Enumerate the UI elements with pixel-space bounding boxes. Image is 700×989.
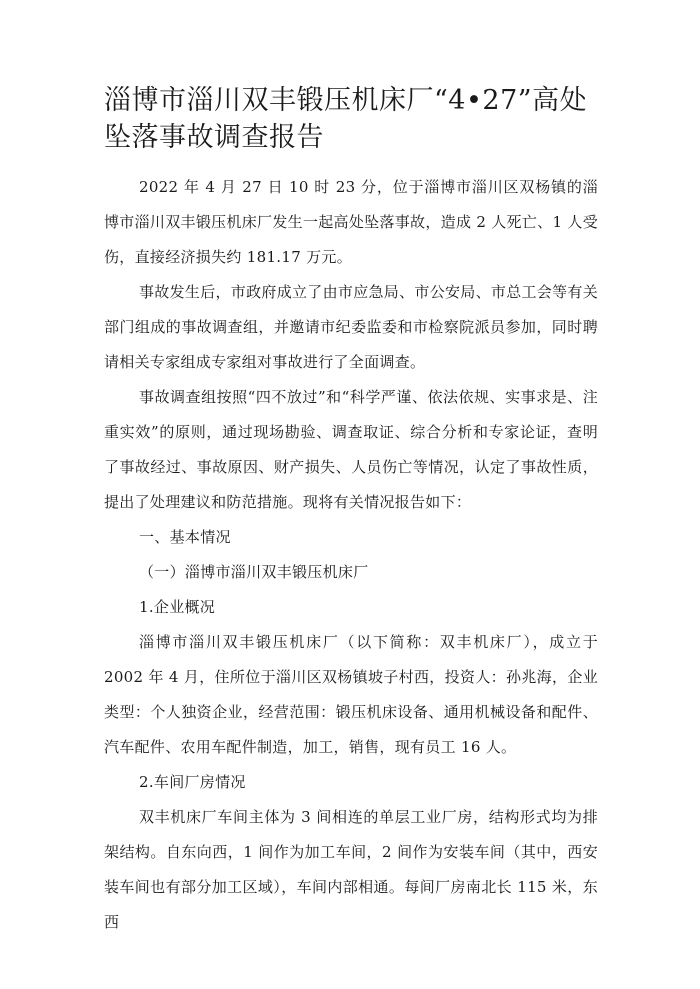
paragraph-investigation-principles: 事故调查组按照“四不放过”和“科学严谨、依法依规、实事求是、注重实效”的原则，通过现场勘验、调查取证、综合分析和专家论证，查明了事故经过、事故原因、财产损失、人员伤亡等情况，认定了事故性质，提出了处理建议和防范措施。现将有关情况报告如下： [104,388,598,511]
heading-company-overview: 1.企业概况 [139,598,216,616]
heading-company-name: （一）淄博市淄川双丰锻压机床厂 [139,563,369,581]
paragraph-accident-summary: 2022 年 4 月 27 日 10 时 23 分，位于淄博市淄川区双杨镇的淄博市淄川双丰锻压机床厂发生一起高处坠落事故，造成 2 人死亡、1 人受伤，直接经济损失约 181.17 万元。 [104,178,598,266]
heading-basic-situation: 一、基本情况 [139,528,231,546]
paragraph-investigation-team: 事故发生后，市政府成立了由市应急局、市公安局、市总工会等有关部门组成的事故调查组，并邀请市纪委监委和市检察院派员参加，同时聘请相关专家组成专家组对事故进行了全面调查。 [104,283,599,371]
paragraph-workshop-situation: 双丰机床厂车间主体为 3 间相连的单层工业厂房，结构形式均为排架结构。自东向西，1 间作为加工车间，2 间作为安装车间（其中，西安装车间也有部分加工区域），车间内部相通。每间厂房南北长 115 米，东西 [104,808,598,931]
paragraph-company-overview: 淄博市淄川双丰锻压机床厂（以下简称：双丰机床厂），成立于 2002 年 4 月，住所位于淄川区双杨镇坡子村西，投资人：孙兆海，企业类型：个人独资企业，经营范围：锻压机床设备、通用机械设备和配件、汽车配件、农用车配件制造，加工，销售，现有员工 16 人。 [104,633,598,756]
document-title: 淄博市淄川双丰锻压机床厂“4•27”高处坠落事故调查报告 [104,85,588,153]
heading-workshop-situation: 2.车间厂房情况 [139,773,246,791]
